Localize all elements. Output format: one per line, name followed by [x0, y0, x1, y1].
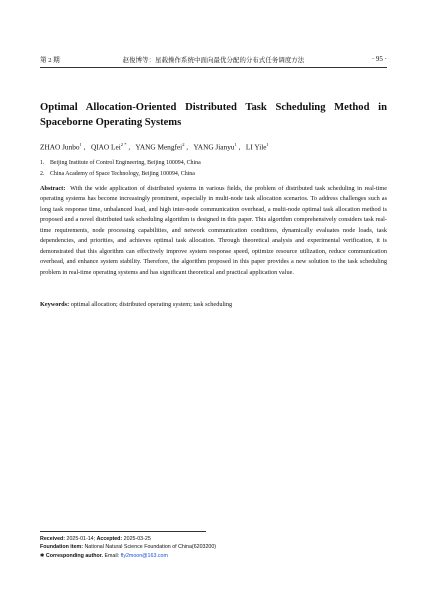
author-affil-sup: 1 — [234, 142, 237, 147]
page-number: · 95 · — [371, 55, 387, 63]
foundation-text: National Natural Science Foundation of China(6203200) — [84, 544, 217, 551]
author-name: YANG Mengfei — [135, 142, 183, 152]
author-affil-sup: 1 — [266, 142, 269, 147]
received-accepted-line — [40, 535, 216, 543]
foundation-label: Foundation item: — [40, 544, 83, 551]
author-affil-sup: 2 — [182, 142, 185, 147]
affiliation-text: China Academy of Space Technology, Beijing 100094, China — [50, 170, 195, 177]
affiliation-number: 2. — [40, 170, 45, 177]
author-affil-sup: 2 * — [120, 142, 127, 147]
received-label: Received: — [40, 536, 66, 542]
keywords-label: Keywords: — [40, 301, 70, 308]
affiliation — [40, 171, 195, 177]
issue-number: 第 2 期 — [40, 57, 60, 64]
footnote-rule — [40, 531, 206, 532]
accepted-label: Accepted: — [96, 536, 123, 542]
affiliation — [40, 160, 201, 166]
paper-title: Optimal Allocation-Oriented Distributed Task Scheduling Method in Spaceborne Operating Systems — [40, 102, 387, 128]
corresponding-label: ✱ Corresponding author. — [40, 552, 103, 559]
author-affil-sup: 1 — [79, 142, 82, 147]
author-name: LI Yile — [245, 142, 267, 152]
email-link[interactable]: fly2moon@163.com — [120, 552, 168, 559]
email-label: Email: — [104, 552, 120, 559]
keywords — [40, 300, 387, 310]
accepted-date: 2025-03-25 — [123, 536, 151, 542]
abstract — [40, 184, 387, 279]
abstract-text: With the wide application of distributed systems in various fields, the problem of distributed task scheduling in real-time operating systems has become increasingly prominent, especially in multi-node task allocation scenarios. To address challenges such as long task response time, unbalanced load, and high inter-node communication overhead, a multi-node optimal task allocation method is proposed and a novel distributed task scheduling algorithm is designed in this paper. This algorithm comprehensively considers task real-time requirements, node processing capabilities, and network communication conditions, dynamically evaluates node loads, task dependencies, and priorities, and achieves optimal task allocation. Through theoretical analysis and experimental verification, it is demonstrated that this algorithm can effectively improve system response speed, optimize resource utilization, reduce communication overhead, and enhance system stability. Therefore, the algorithm proposed in this paper provides a new solution to the task scheduling problem in real-time operating systems and has significant theoretical and practical application value. — [40, 184, 387, 276]
affiliation-number: 1. — [40, 160, 45, 166]
affiliation-text: Beijing Institute of Control Engineering, Beijing 100094, China — [50, 160, 201, 166]
author-list: ZHAO Junbo$^1$ , QIAO Lei$^{2 *}$ , YANG Mengfei$^2$ , YANG Jianyu$^1$ , LI Yile$^1$ — [40, 142, 269, 152]
received-date: 2025-01-14; — [66, 536, 96, 542]
author-name: QIAO Lei — [90, 142, 121, 152]
abstract-label: Abstract: — [40, 184, 66, 192]
page-header — [40, 53, 387, 65]
running-title: 赵俊博等：星载操作系统中面向最优分配的分布式任务调度方法 — [122, 56, 305, 64]
corresponding-line — [40, 552, 216, 560]
foundation-line — [40, 543, 216, 551]
author-name: YANG Jianyu — [193, 142, 235, 152]
header-rule — [40, 67, 387, 68]
footnotes — [40, 535, 216, 560]
keywords-text: optimal allocation; distributed operating system; task scheduling — [70, 301, 233, 308]
author-name: ZHAO Junbo — [40, 142, 80, 152]
